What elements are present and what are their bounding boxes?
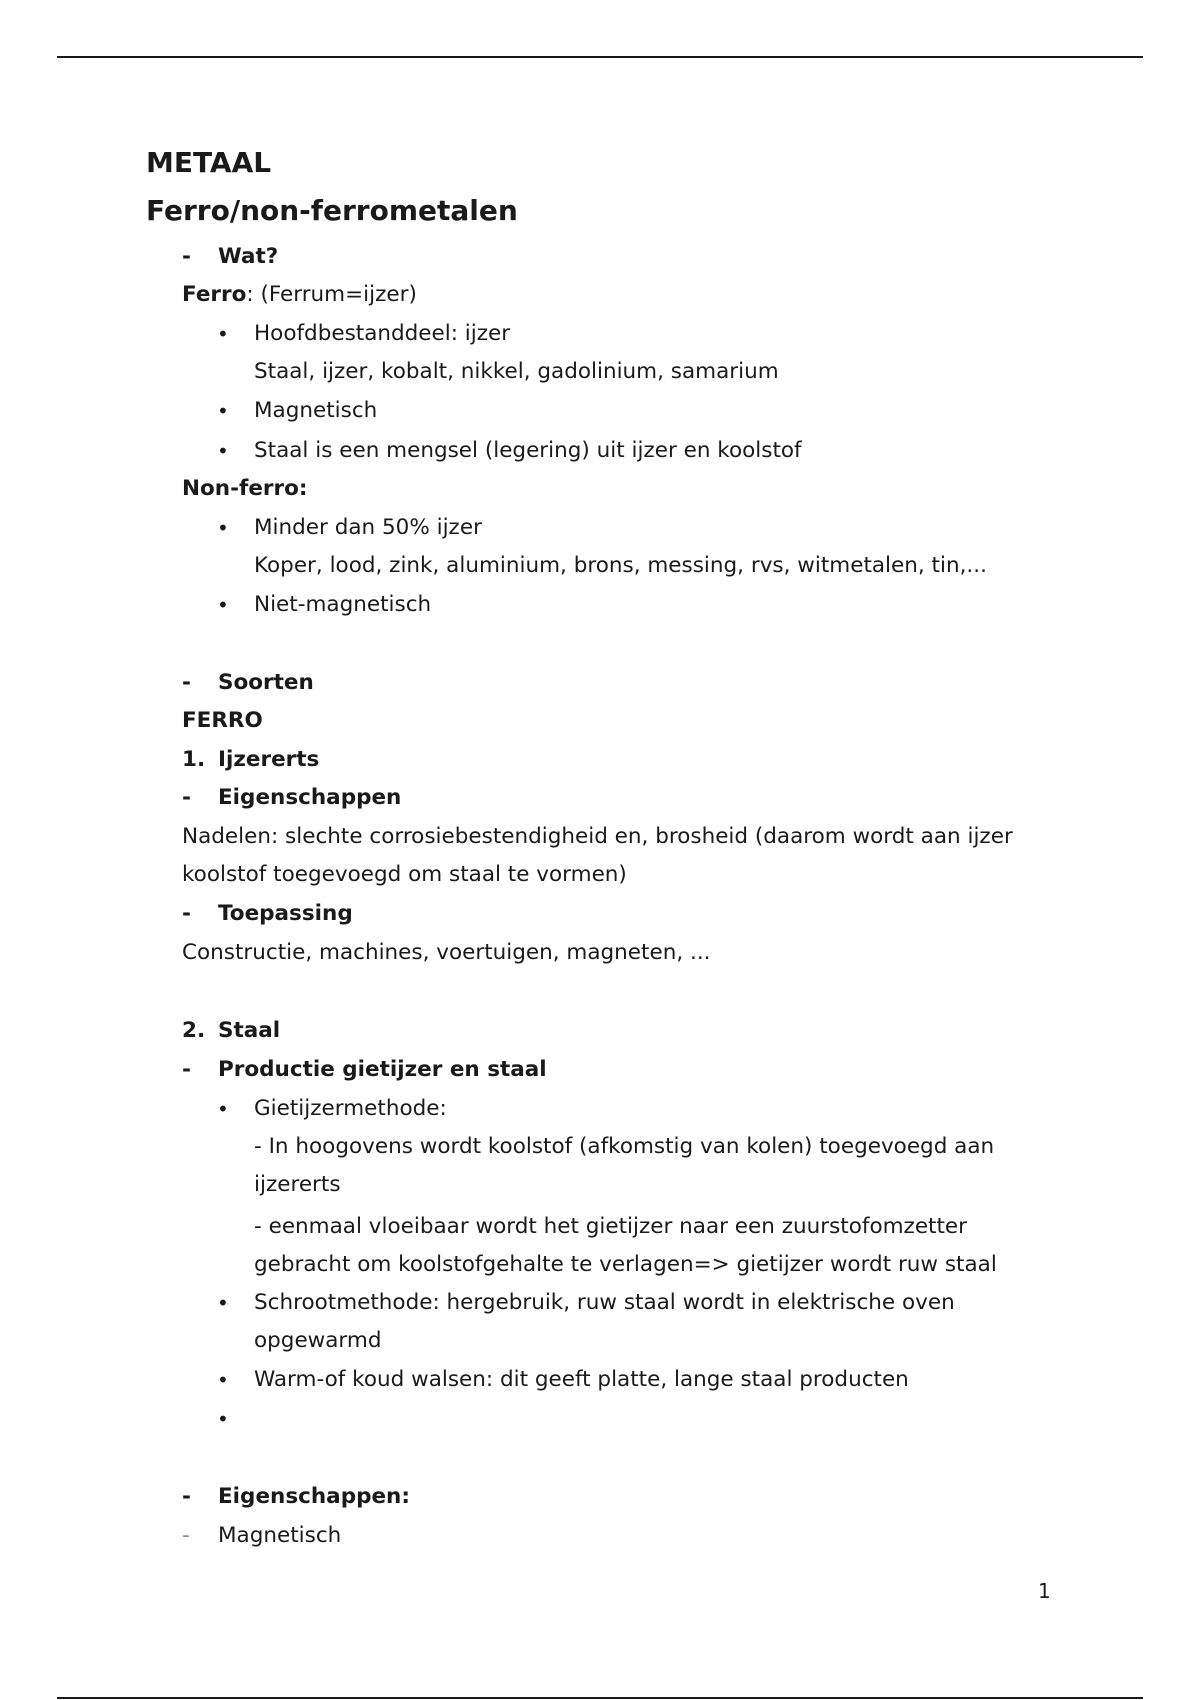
soorten-title: Soorten — [218, 670, 314, 695]
bullet-icon: • — [217, 399, 229, 423]
bullet-icon: • — [217, 1097, 229, 1121]
ferro-definition — [182, 281, 417, 309]
ferro-label: Ferro — [182, 282, 247, 307]
productie-title: Productie gietijzer en staal — [218, 1057, 547, 1082]
wat-heading — [182, 243, 278, 271]
bullet-icon: • — [217, 1368, 229, 1392]
list-item: Staal is een mengsel (legering) uit ijzer en koolstof — [254, 438, 802, 463]
list-item: Niet-magnetisch — [254, 592, 432, 617]
bullet-icon: • — [217, 1407, 229, 1431]
soorten-heading — [182, 669, 314, 697]
eigenschappen-staal-heading — [182, 1483, 410, 1511]
list-item-continuation: opgewarmd — [254, 1328, 382, 1353]
toepassing-title: Toepassing — [218, 901, 353, 926]
dash-marker: - — [182, 1057, 191, 1082]
bullet-icon: • — [217, 516, 229, 540]
list-item-continuation: Staal, ijzer, kobalt, nikkel, gadolinium, samarium — [254, 359, 779, 384]
eigenschappen-heading — [182, 784, 401, 812]
toepassing-heading — [182, 900, 353, 928]
dash-marker: - — [182, 901, 191, 926]
magnetisch-text: Magnetisch — [218, 1523, 342, 1548]
ferro-group-heading: FERRO — [182, 708, 263, 733]
bullet-icon: • — [217, 322, 229, 346]
ferro-definition-text: : (Ferrum=ijzer) — [246, 282, 417, 307]
list-item: Minder dan 50% ijzer — [254, 515, 482, 540]
dash-marker: - — [182, 1523, 190, 1548]
dash-marker: - — [182, 1484, 191, 1509]
header-rule — [57, 56, 1143, 58]
list-item-continuation: - In hoogovens wordt koolstof (afkomstig van kolen) toegevoegd aan — [254, 1134, 995, 1159]
paragraph-line: Constructie, machines, voertuigen, magneten, ... — [182, 940, 711, 965]
section-title: Ferro/non-ferrometalen — [146, 194, 518, 227]
staal-heading — [182, 1017, 280, 1045]
nonferro-label: Non-ferro: — [182, 476, 308, 501]
eigenschappen-title: Eigenschappen — [218, 785, 402, 810]
list-item: Hoofdbestanddeel: ijzer — [254, 321, 511, 346]
bullet-icon: • — [217, 593, 229, 617]
list-item-continuation: gebracht om koolstofgehalte te verlagen=> gietijzer wordt ruw staal — [254, 1252, 997, 1277]
page-number: 1 — [1038, 1579, 1051, 1603]
document-title: METAAL — [146, 146, 272, 179]
paragraph-line: koolstof toegevoegd om staal te vormen) — [182, 862, 627, 887]
paragraph-line: Nadelen: slechte corrosiebestendigheid en, brosheid (daarom wordt aan ijzer — [182, 824, 1013, 849]
list-item-continuation: ijzererts — [254, 1172, 341, 1197]
list-item: Schrootmethode: hergebruik, ruw staal wordt in elektrische oven — [254, 1290, 955, 1315]
productie-heading — [182, 1056, 547, 1084]
wat-title: Wat? — [218, 244, 279, 269]
list-item-continuation: - eenmaal vloeibaar wordt het gietijzer naar een zuurstofomzetter — [254, 1214, 967, 1239]
dash-marker: - — [182, 670, 191, 695]
dash-marker: - — [182, 785, 191, 810]
list-item-continuation: Koper, lood, zink, aluminium, brons, messing, rvs, witmetalen, tin,... — [254, 553, 987, 578]
eigenschappen-staal-title: Eigenschappen: — [218, 1484, 410, 1509]
dash-marker: - — [182, 244, 191, 269]
ijzererts-title: Ijzererts — [218, 747, 320, 772]
ijzererts-heading — [182, 746, 319, 774]
list-item: Magnetisch — [254, 398, 378, 423]
bullet-icon: • — [217, 1291, 229, 1315]
bullet-icon: • — [217, 439, 229, 463]
list-item: Warm-of koud walsen: dit geeft platte, lange staal producten — [254, 1367, 909, 1392]
list-item: Gietijzermethode: — [254, 1096, 447, 1121]
magnetisch-line — [182, 1522, 341, 1550]
staal-title: Staal — [218, 1018, 281, 1043]
footer-rule — [57, 1697, 1143, 1699]
number-marker: 1. — [182, 747, 206, 772]
number-marker: 2. — [182, 1018, 206, 1043]
